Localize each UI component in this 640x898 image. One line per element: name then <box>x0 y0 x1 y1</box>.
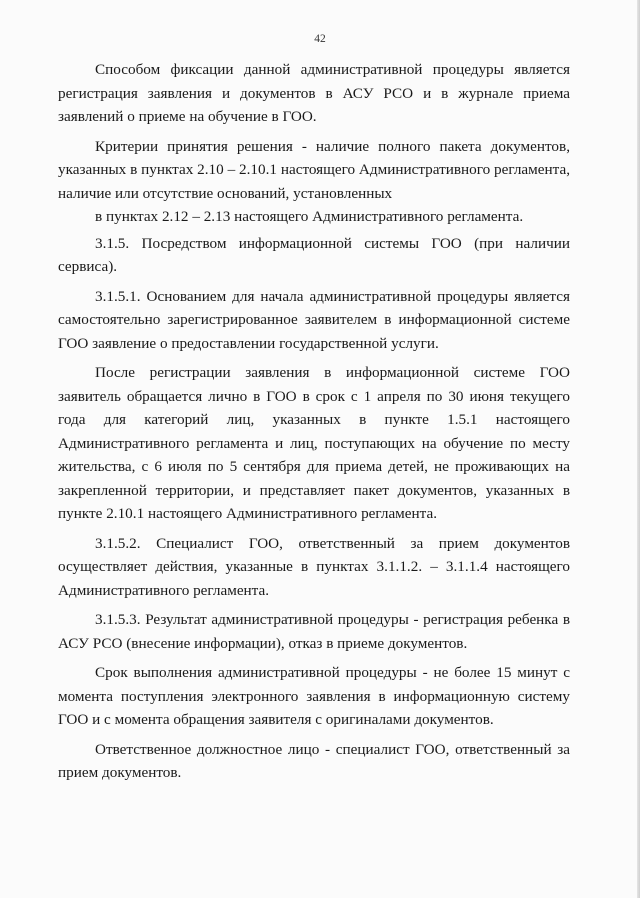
paragraph-decision-criteria: Критерии принятия решения - наличие полного пакета документов, указанных в пунктах 2.10 – 2.10.1 настоящего Административного регламента, наличие или отсутствие оснований, установленных <box>58 137 570 202</box>
paragraph-decision-criteria-continuation: в пунктах 2.12 – 2.13 настоящего Административного регламента. <box>95 208 524 225</box>
paragraph-execution-time: Срок выполнения административной процедуры - не более 15 минут с момента поступления электронного заявления в информационную систему ГОО и с момента обращения заявителя с оригиналами документов. <box>58 664 570 728</box>
paragraph-section-3-1-5-1: 3.1.5.1. Основанием для начала административной процедуры является самостоятельно зарегистрированное заявителем в информационной системе ГОО заявление о предоставлении государственной услуги. <box>58 287 570 352</box>
paragraph-after-registration: После регистрации заявления в информационной системе ГОО заявитель обращается лично в ГОО в срок с 1 апреля по 30 июня текущего года для категорий лиц, указанных в пункте 1.5.1 настоящего Административного регламента и лиц, поступающих на обучение по месту жительства, с 6 июля по 5 сентября для приема детей, не проживающих на закрепленной территории, и представляет пакет документов, указанных в пункте 2.10.1 настоящего Административного регламента. <box>58 364 570 522</box>
document-body <box>58 58 570 791</box>
paragraph-fixation-method: Способом фиксации данной административной процедуры является регистрация заявления и документов в АСУ РСО и в журнале приема заявлений о приеме на обучение в ГОО. <box>58 61 570 125</box>
paragraph-section-3-1-5-3: 3.1.5.3. Результат административной процедуры - регистрация ребенка в АСУ РСО (внесение информации), отказ в приеме документов. <box>58 611 570 652</box>
page-number: 42 <box>314 33 326 45</box>
paragraph-responsible-official: Ответственное должностное лицо - специалист ГОО, ответственный за прием документов. <box>58 740 570 781</box>
paragraph-section-3-1-5: 3.1.5. Посредством информационной системы ГОО (при наличии сервиса). <box>58 234 570 275</box>
paragraph-section-3-1-5-2: 3.1.5.2. Специалист ГОО, ответственный за прием документов осуществляет действия, указанные в пунктах 3.1.1.2. – 3.1.1.4 настоящего Административного регламента. <box>58 534 570 599</box>
